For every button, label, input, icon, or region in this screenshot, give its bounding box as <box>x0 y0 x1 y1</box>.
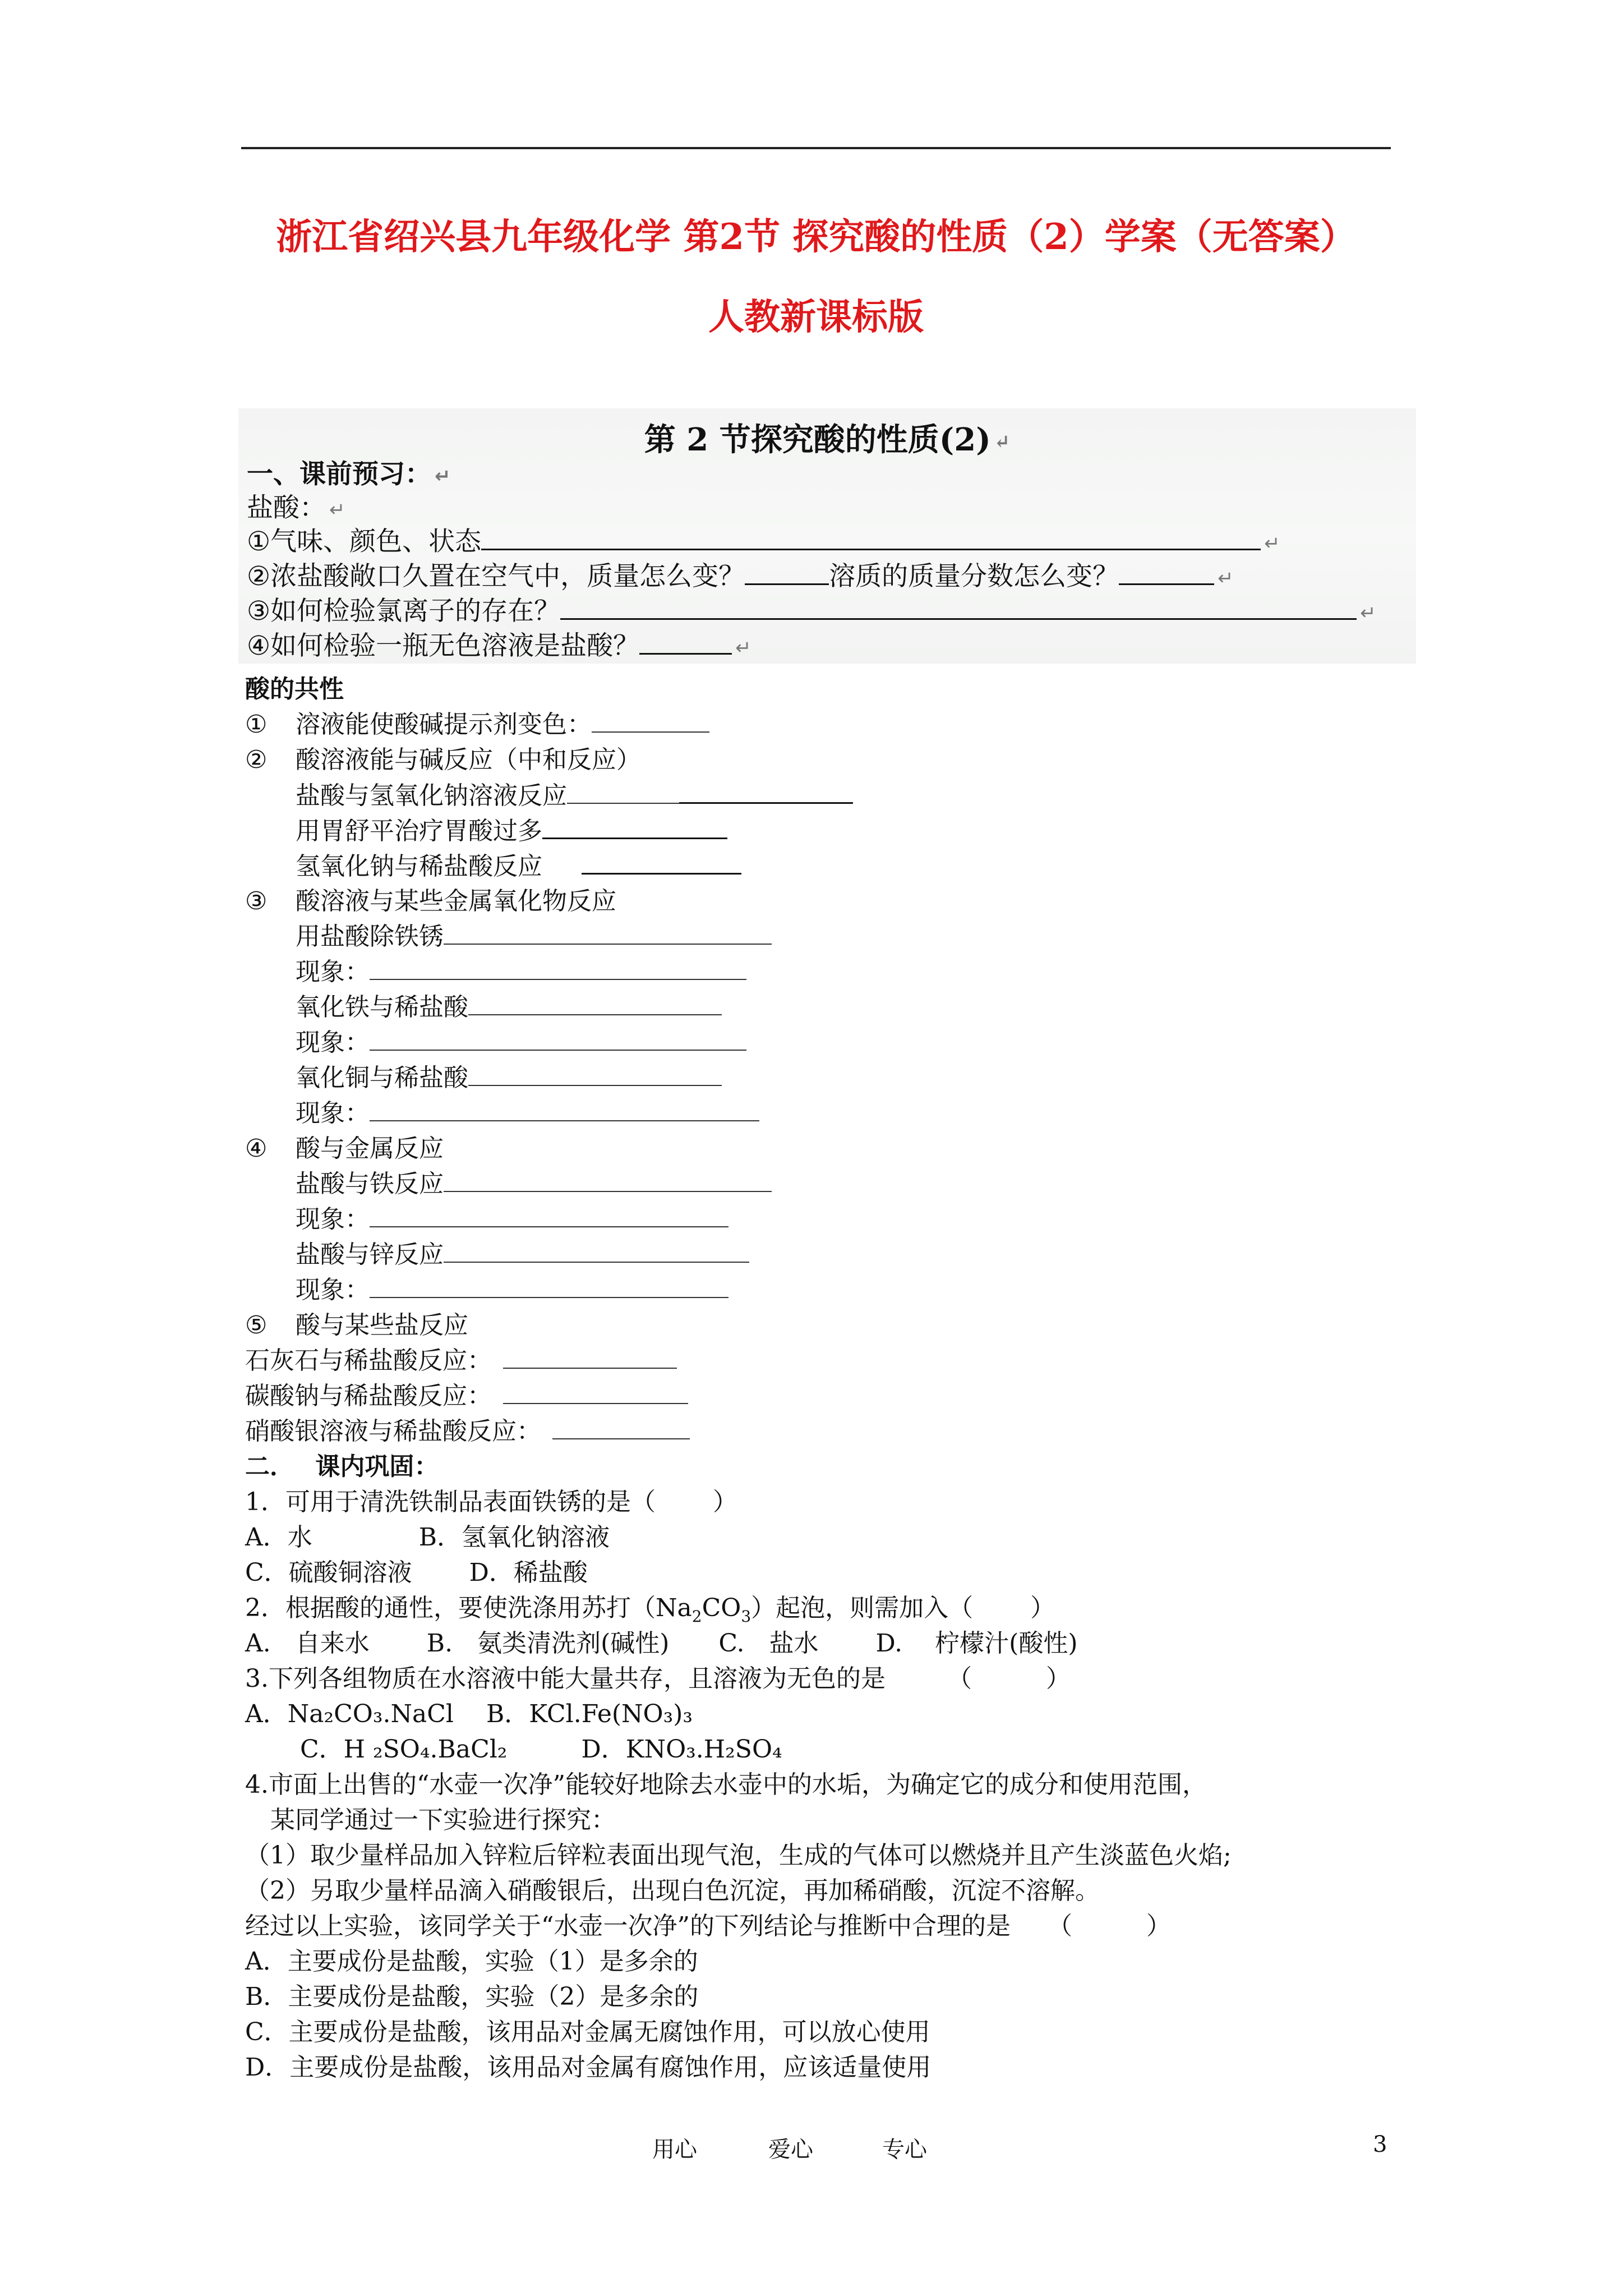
section2-heading: 二． 课内巩固： <box>245 1452 439 1481</box>
common-item-5a: 石灰石与稀盐酸反应： <box>245 1347 677 1374</box>
phenomenon-4b: 现象： <box>296 1277 728 1304</box>
question-2-options: A. 自来水 B. 氨类清洗剂(碱性) C. 盐水 D. 柠檬汁(酸性) <box>245 1629 1078 1658</box>
common-heading: 酸的共性 <box>245 675 344 703</box>
common-item-5c: 硝酸银溶液与稀盐酸反应： <box>245 1418 690 1445</box>
common-item-3: ③ 酸溶液与某些金属氧化物反应 <box>245 887 616 915</box>
footer-word-1: 用心 <box>652 2137 697 2162</box>
phenomenon-4a: 现象： <box>296 1206 728 1233</box>
common-item-3c: 氧化铜与稀盐酸 <box>296 1065 722 1092</box>
common-item-3b: 氧化铁与稀盐酸 <box>296 994 722 1021</box>
question-1: 1．可用于清洗铁制品表面铁锈的是（ ） <box>245 1488 737 1516</box>
phenomenon-3c: 现象： <box>296 1100 759 1127</box>
question-3: 3.下列各组物质在水溶液中能大量共存，且溶液为无色的是 （ ） <box>245 1664 1071 1693</box>
common-item-5: ⑤ 酸与某些盐反应 <box>245 1311 468 1340</box>
common-item-1: ① 溶液能使酸碱提示剂变色： <box>245 711 709 738</box>
common-item-5b: 碳酸钠与稀盐酸反应： <box>245 1383 688 1410</box>
document-title: 浙江省绍兴县九年级化学 第2节 探究酸的性质（2）学案（无答案） <box>276 216 1356 258</box>
question-4-line-2: 某同学通过一下实验进行探究： <box>270 1806 616 1834</box>
preview-q4: ④如何检验一瓶无色溶液是盐酸？ ↵ <box>247 631 751 661</box>
footer-word-2: 爱心 <box>768 2137 813 2162</box>
question-4-line-5: 经过以上实验，该同学关于“水壶一次净”的下列结论与推断中合理的是 （ ） <box>245 1912 1171 1940</box>
common-item-3a: 用盐酸除铁锈 <box>296 923 772 950</box>
question-1-options-ab: A．水 B．氢氧化钠溶液 <box>245 1523 610 1552</box>
question-4-option-b: B．主要成份是盐酸，实验（2）是多余的 <box>245 1982 699 2011</box>
scan-heading: 第 2 节探究酸的性质(2) ↵ <box>644 421 1011 458</box>
question-2: 2．根据酸的通性，要使洗涤用苏打$(Na_2CO_3)$起泡，则需加入（ ） <box>245 1594 1055 1626</box>
document-subtitle: 人教新课标版 <box>708 296 924 338</box>
scanned-preview-block <box>238 408 1416 664</box>
preview-q1: ①气味、颜色、状态 ↵ <box>247 526 1280 557</box>
question-4-option-c: C．主要成份是盐酸，该用品对金属无腐蚀作用，可以放心使用 <box>245 2018 930 2046</box>
common-item-4a: 盐酸与铁反应 <box>296 1171 772 1198</box>
question-1-options-cd: C．硫酸铜溶液 D．稀盐酸 <box>245 1558 588 1587</box>
hcl-label: 盐酸： ↵ <box>247 493 345 523</box>
phenomenon-3a: 现象： <box>296 959 746 986</box>
page-number: 3 <box>1373 2132 1387 2157</box>
common-item-2b: 用胃舒平治疗胃酸过多 <box>296 817 727 845</box>
question-4-option-a: A．主要成份是盐酸，实验（1）是多余的 <box>245 1947 698 1976</box>
common-item-2: ② 酸溶液能与碱反应（中和反应） <box>245 746 641 774</box>
question-4-line-4: （2）另取少量样品滴入硝酸银后，出现白色沉淀，再加稀硝酸，沉淀不溶解。 <box>245 1876 1100 1905</box>
section1-heading: 一、课前预习： ↵ <box>247 459 451 490</box>
footer-word-3: 专心 <box>882 2137 927 2162</box>
header-rule <box>241 147 1391 149</box>
question-4-line-3: （1）取少量样品加入锌粒后锌粒表面出现气泡，生成的气体可以燃烧并且产生淡蓝色火焰; <box>245 1841 1232 1870</box>
question-4-option-d: D．主要成份是盐酸，该用品对金属有腐蚀作用，应该适量使用 <box>245 2053 932 2082</box>
common-item-4: ④ 酸与金属反应 <box>245 1134 444 1163</box>
question-3-options-cd: C．H ₂SO₄.BaCl₂ D．KNO₃.H₂SO₄ <box>300 1735 782 1764</box>
phenomenon-3b: 现象： <box>296 1029 746 1056</box>
common-item-2c: 氢氧化钠与稀盐酸反应 <box>296 853 741 880</box>
question-4-line-1: 4.市面上出售的“水壶一次净”能较好地除去水壶中的水垢，为确定它的成分和使用范围， <box>245 1770 1207 1799</box>
preview-q3: ③如何检验氯离子的存在？ ↵ <box>247 596 1376 627</box>
common-item-4b: 盐酸与锌反应 <box>296 1241 749 1268</box>
question-3-options-ab: A．Na₂CO₃.NaCl B．KCl.Fe(NO₃)₃ <box>245 1700 693 1728</box>
common-item-2a: 盐酸与氢氧化钠溶液反应 <box>296 782 853 809</box>
preview-q2: ②浓盐酸敞口久置在空气中，质量怎么变？ 溶质的质量分数怎么变？ ↵ <box>247 561 1234 592</box>
